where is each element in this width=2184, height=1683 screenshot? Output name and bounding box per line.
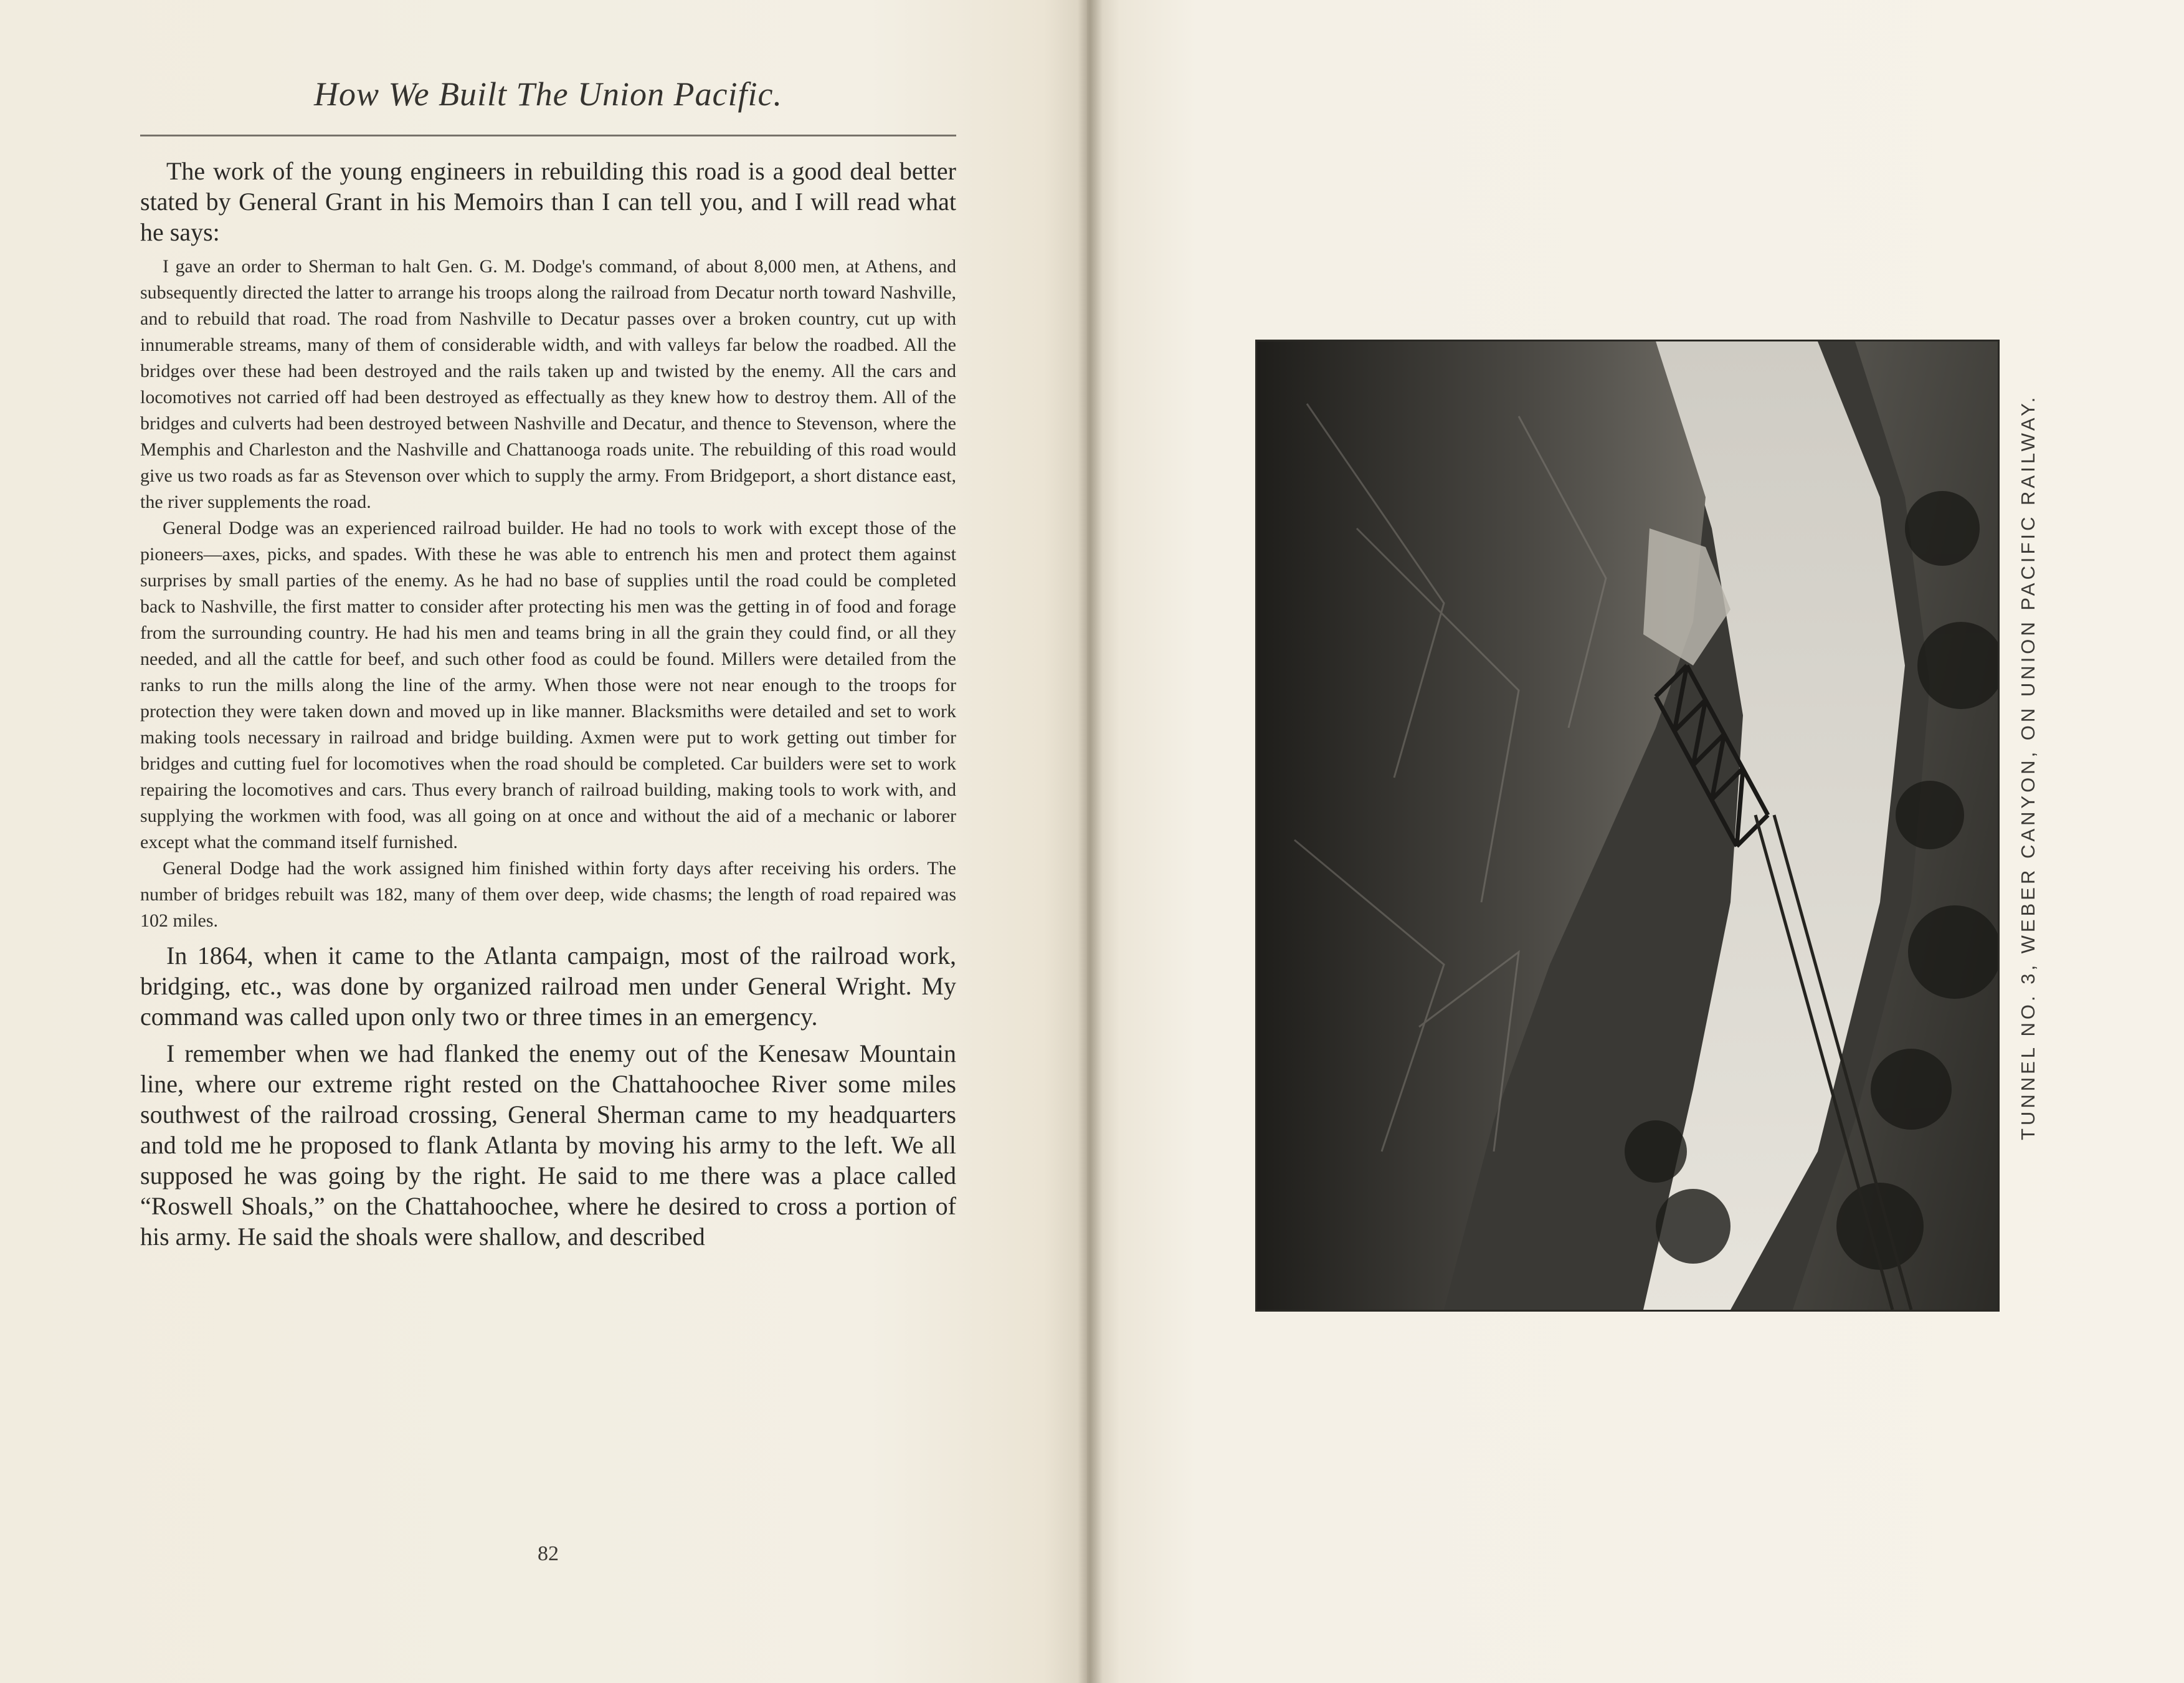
grant-memoirs-quote [140,254,956,934]
header-rule [140,135,956,136]
book-gutter [1078,0,1103,1683]
quote-paragraph: I gave an order to Sherman to halt Gen. G. M. Dodge's command, of about 8,000 men, at Athens, and subsequently directed the latter to arrange his troops along the railroad from Decatur north toward Nashville, and to rebuild that road. The road from Nashville to Decatur passes over a broken country, cut up with innumerable streams, many of them of considerable width, and with valleys far below the roadbed. All the bridges over these had been destroyed and the rails taken up and twisted by the enemy. All the cars and locomotives not carried off had been destroyed as effectually as they knew how to destroy them. All of the bridges and culverts had been destroyed between Nashville and Decatur, and thence to Stevenson, where the Memphis and Charleston and the Nashville and Chattanooga roads unite. The rebuilding of this road would give us two roads as far as Stevenson over which to supply the army. From Bridgeport, a short distance east, the river supplements the road. [140,256,956,512]
quote-paragraph: General Dodge was an experienced railroad builder. He had no tools to work with except those of the pioneers—axes, picks, and spades. With these he was able to entrench his men and protect them against surprises by small parties of the enemy. As he had no base of supplies until the road could be completed back to Nashville, the first matter to consider after protecting his men was the getting in of food and forage from the surrounding country. He had his men and teams bring in all the grain they could find, or all they needed, and all the cattle for beef, and such other food as could be found. Millers were detailed from the ranks to run the mills along the line of the army. When those were not near enough to the troops for protection they were taken down and moved up in like manner. Blacksmiths were detailed and set to work making tools necessary in railroad and bridge building. Axmen were put to work getting out timber for bridges and cutting fuel for locomotives when the road should be completed. Car builders were set to work repairing the locomotives and cars. Thus every branch of railroad building, making tools to work with, and supplying the workmen with food, was all going on at once and without the aid of a mechanic or laborer except what the command itself furnished. [140,518,956,852]
page-body [140,156,956,1258]
kenesaw-paragraph: I remember when we had flanked the enemy out of the Kenesaw Mountain line, where our extreme right rested on the Chattahoochee River some miles southwest of the railroad crossing, General Sherman came to my headquarters and told me he proposed to flank Atlanta by moving his army to the left. We all supposed he was going by the right. He said to me there was a place called “Roswell Shoals,” on the Chattahoochee, where he desired to cross a portion of his army. He said the shoals were shallow, and described [140,1039,956,1251]
atlanta-campaign-paragraph: In 1864, when it came to the Atlanta campaign, most of the railroad work, bridging, etc., was done by organized railroad men under General Wright. My command was called upon only two or three times in an emergency. [140,942,956,1031]
page-number: 82 [538,1542,559,1565]
canyon-photograph [1255,340,2000,1312]
running-head: How We Built The Union Pacific. [314,75,782,113]
quote-paragraph: General Dodge had the work assigned him finished within forty days after receiving his orders. The number of bridges rebuilt was 182, many of them over deep, wide chasms; the length of road repaired was 102 miles. [140,858,956,931]
intro-paragraph: The work of the young engineers in rebuilding this road is a good deal better stated by General Grant in his Memoirs than I can tell you, and I will read what he says: [140,157,956,246]
plate-caption: TUNNEL NO. 3, WEBER CANYON, ON UNION PACIFIC RAILWAY. [2017,394,2039,1140]
left-page [0,0,1087,1683]
